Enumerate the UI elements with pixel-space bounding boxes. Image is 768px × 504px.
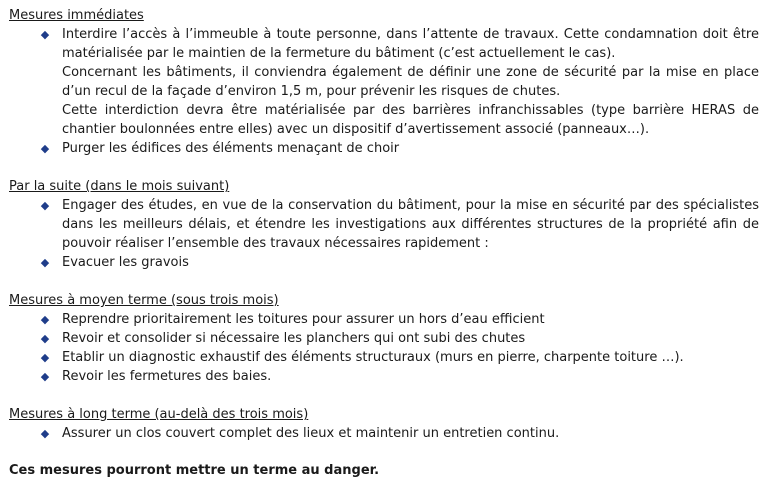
diamond-icon: ◆ xyxy=(40,427,50,440)
list-item xyxy=(9,25,759,139)
item-paragraph: Interdire l’accès à l’immeuble à toute personne, dans l’attente de travaux. Cette condamnation doit être matérialisée par le maintien de la fermeture du bâtiment (c’est actuellement le cas). xyxy=(62,27,759,61)
section-long-term xyxy=(9,405,759,443)
diamond-icon: ◆ xyxy=(40,199,50,212)
list-item xyxy=(9,253,759,272)
diamond-icon: ◆ xyxy=(40,28,50,41)
item-paragraph: Assurer un clos couvert complet des lieux et maintenir un entretien continu. xyxy=(62,426,560,441)
item-paragraph: Concernant les bâtiments, il conviendra également de définir une zone de sécurité par la mise en place d’un recul de la façade d’environ 1,5 m, pour prévenir les risques de chutes. xyxy=(62,65,759,99)
item-paragraph: Cette interdiction devra être matérialisée par des barrières infranchissables (type barrière HERAS de chantier boulonnées entre elles) avec un dispositif d’avertissement associé (panneaux…). xyxy=(62,103,759,137)
item-paragraph: Reprendre prioritairement les toitures pour assurer un hors d’eau efficient xyxy=(62,312,545,327)
item-paragraph: Etablir un diagnostic exhaustif des éléments structuraux (murs en pierre, charpente toiture …). xyxy=(62,350,684,365)
diamond-icon: ◆ xyxy=(40,370,50,383)
item-paragraph: Revoir les fermetures des baies. xyxy=(62,369,272,384)
item-paragraph: Revoir et consolider si nécessaire les planchers qui ont subi des chutes xyxy=(62,331,526,346)
item-paragraph: Evacuer les gravois xyxy=(62,255,189,270)
section-immediate-measures xyxy=(9,6,759,158)
diamond-icon: ◆ xyxy=(40,332,50,345)
item-paragraph: Purger les édifices des éléments menaçant de choir xyxy=(62,141,400,156)
conclusion-text: Ces mesures pourront mettre un terme au danger. xyxy=(9,463,380,478)
diamond-icon: ◆ xyxy=(40,313,50,326)
document-body xyxy=(9,6,759,480)
section-heading: Mesures à moyen terme (sous trois mois) xyxy=(9,293,279,308)
list-item xyxy=(9,329,759,348)
section-heading: Mesures immédiates xyxy=(9,8,144,23)
diamond-icon: ◆ xyxy=(40,256,50,269)
item-paragraph: Engager des études, en vue de la conservation du bâtiment, pour la mise en sécurité par des spécialistes dans les meilleurs délais, et étendre les investigations aux différentes structures de la propriété afin de pouvoir réaliser l’ensemble des travaux nécessaires rapidement : xyxy=(62,198,759,251)
list-item xyxy=(9,424,759,443)
section-heading: Par la suite (dans le mois suivant) xyxy=(9,179,230,194)
section-medium-term xyxy=(9,291,759,386)
list-item xyxy=(9,348,759,367)
list-item xyxy=(9,139,759,158)
list-item xyxy=(9,367,759,386)
list-item xyxy=(9,310,759,329)
diamond-icon: ◆ xyxy=(40,351,50,364)
section-following-month xyxy=(9,177,759,272)
list-item xyxy=(9,196,759,253)
section-heading: Mesures à long terme (au-delà des trois mois) xyxy=(9,407,309,422)
diamond-icon: ◆ xyxy=(40,142,50,155)
